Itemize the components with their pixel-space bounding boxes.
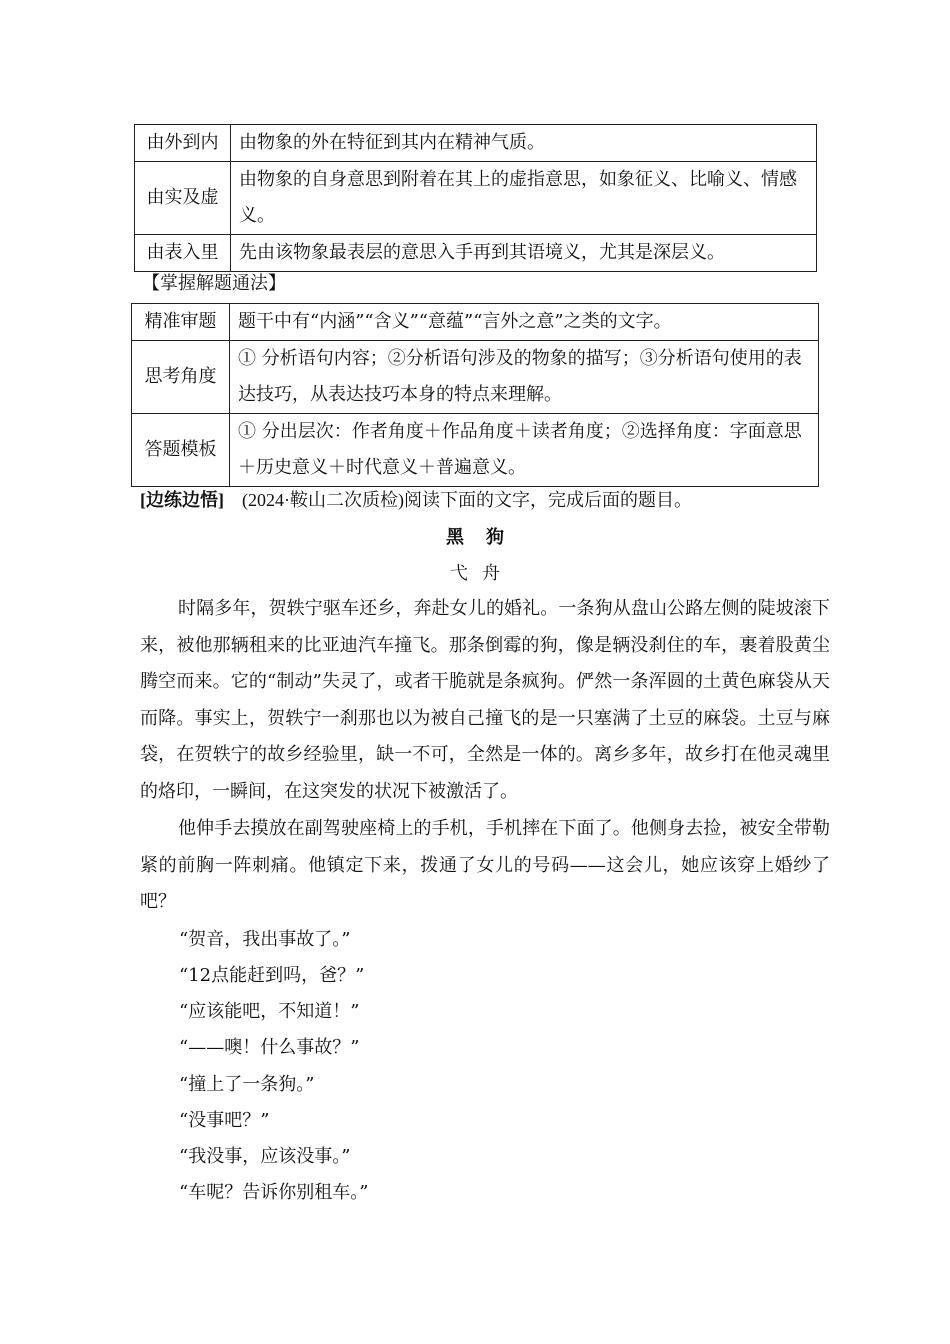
table-row <box>135 125 817 162</box>
interpretation-methods-table <box>134 124 817 272</box>
story-author: 弋舟 <box>450 563 514 584</box>
practice-text: (2024·鞍山二次质检)阅读下面的文字，完成后面的题目。 <box>242 490 692 510</box>
dialogue-line: “——噢！什么事故？” <box>179 1037 360 1058</box>
dialogue-line: “贺音，我出事故了。” <box>179 929 351 950</box>
section-heading: 【掌握解题通法】 <box>142 273 286 294</box>
method-value: 先由该物象最表层的意思入手再到其语境义，尤其是深层义。 <box>231 235 817 272</box>
dialogue-line: “12点能赶到吗，爸？” <box>179 965 365 986</box>
table-row <box>132 304 819 341</box>
table-row <box>132 341 819 414</box>
method-key: 由实及虚 <box>135 162 231 235</box>
story-paragraph: 他伸手去摸放在副驾驶座椅上的手机，手机摔在下面了。他侧身去捡，被安全带勒紧的前胸一阵刺痛。他镇定下来，拨通了女儿的号码——这会儿，她应该穿上婚纱了吧？ <box>140 818 830 913</box>
method-value: 由物象的外在特征到其内在精神气质。 <box>231 125 817 162</box>
method-value: 由物象的自身意思到附着在其上的虚指意思，如象征义、比喻义、情感义。 <box>231 162 817 235</box>
story-title: 黑狗 <box>446 527 526 548</box>
dialogue-line: “我没事，应该没事。” <box>179 1146 351 1167</box>
practice-instruction <box>140 485 692 515</box>
dialogue-line: “车呢？告诉你别租车。” <box>179 1182 369 1203</box>
method-key: 由表入里 <box>135 235 231 272</box>
method-key: 思考角度 <box>132 341 230 414</box>
table-row <box>135 162 817 235</box>
solving-methods-table <box>131 303 819 487</box>
dialogue-line: “没事吧？” <box>179 1110 270 1131</box>
practice-tag: [边练边悟] <box>140 490 224 510</box>
method-key: 由外到内 <box>135 125 231 162</box>
method-value: ① 分出层次：作者角度＋作品角度＋读者角度；②选择角度：字面意思＋历史意义＋时代意义＋普遍意义。 <box>230 414 819 487</box>
method-key: 精准审题 <box>132 304 230 341</box>
method-value: 题干中有“内涵”“含义”“意蕴”“言外之意”之类的文字。 <box>230 304 819 341</box>
dialogue-line: “应该能吧，不知道！” <box>179 1001 360 1022</box>
dialogue-line: “撞上了一条狗。” <box>179 1074 315 1095</box>
table-row <box>135 235 817 272</box>
story-paragraph: 时隔多年，贺轶宁驱车还乡，奔赴女儿的婚礼。一条狗从盘山公路左侧的陡坡滚下来，被他那辆租来的比亚迪汽车撞飞。那条倒霉的狗，像是辆没刹住的车，裹着股黄尘腾空而来。它的“制动”失灵了，或者干脆就是条疯狗。俨然一条浑圆的土黄色麻袋从天而降。事实上，贺轶宁一刹那也以为被自己撞飞的是一只塞满了土豆的麻袋。土豆与麻袋，在贺轶宁的故乡经验里，缺一不可，全然是一体的。离乡多年，故乡打在他灵魂里的烙印，一瞬间，在这突发的状况下被激活了。 <box>140 598 830 802</box>
method-key: 答题模板 <box>132 414 230 487</box>
method-value: ① 分析语句内容；②分析语句涉及的物象的描写；③分析语句使用的表达技巧，从表达技巧本身的特点来理解。 <box>230 341 819 414</box>
table-row <box>132 414 819 487</box>
